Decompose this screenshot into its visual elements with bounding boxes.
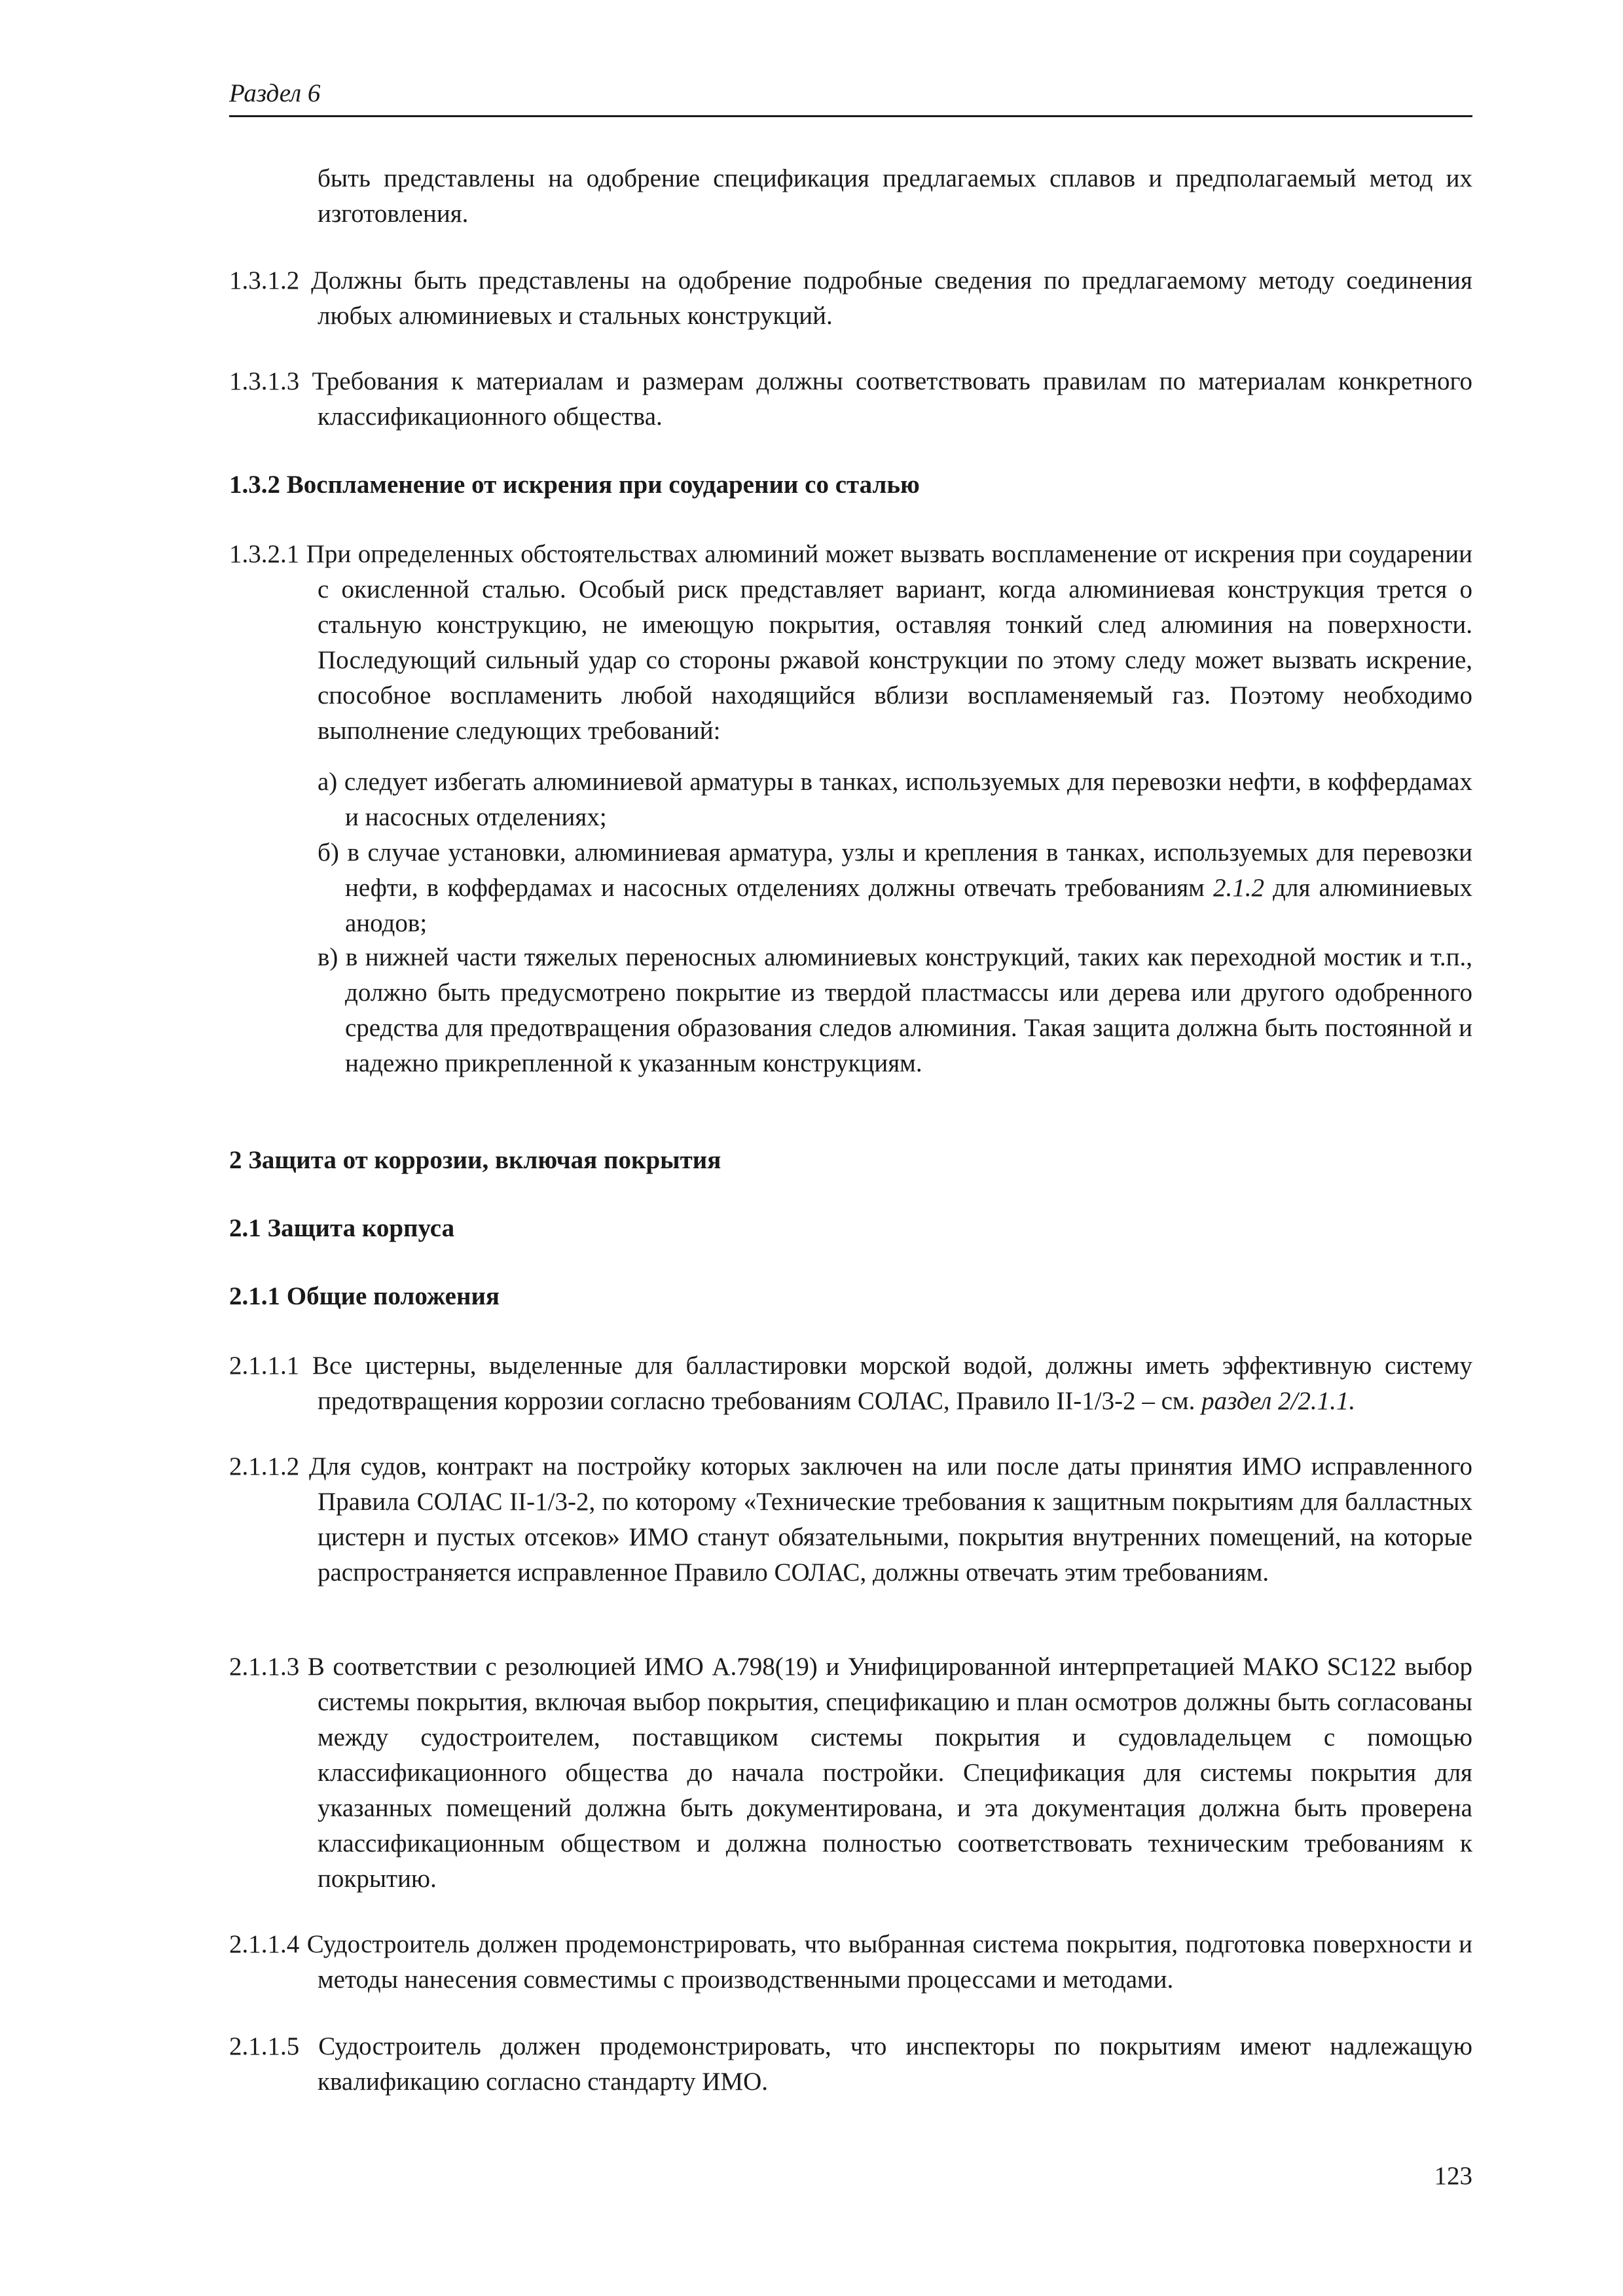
paragraph-2-1-1-3: 2.1.1.3 В соответствии с резолюцией ИМО А.798(19) и Унифицированной интерпретацией МАКО SC122 выбор системы покрытия, включая выбор покрытия, спецификацию и план осмотров должны быть согласованы между судостроителем, поставщиком системы покрытия и судовладельцем с помощью классификационного общества до начала постройки. Спецификация для системы покрытия для указанных помещений должна быть документирована, и эта документация должна быть проверена классификационным обществом и должна полностью соответствовать техническим требованиям к покрытию. <box>229 1653 1472 1893</box>
list-item-b <box>318 835 1472 941</box>
paragraph-2-1-1-5: 2.1.1.5 Судостроитель должен продемонстрировать, что инспекторы по покрытиям имеют надлежащую квалификацию согласно стандарту ИМО. <box>229 2032 1472 2096</box>
paragraph-2-1-1-1-text: 2.1.1.1 Все цистерны, выделенные для балластировки морской водой, должны иметь эффективную систему предотвращения коррозии согласно требованиям СОЛАС, Правило II-1/3-2 – см. <box>229 1352 1472 1415</box>
list-item-b-text: б) в случае установки, алюминиевая арматура, узлы и крепления в танках, используемых для перевозки нефти, в коффердамах и насосных отделениях должны отвечать требованиям <box>318 838 1472 902</box>
header-rule <box>229 115 1472 117</box>
paragraph-1-3-2-1: 1.3.2.1 При определенных обстоятельствах алюминий может вызвать воспламенение от искрения при соударении с окисленной сталью. Особый риск представляет вариант, когда алюминиевая конструкция трется о стальную конструкцию, не имеющую покрытия, оставляя тонкий след алюминия на поверхности. Последующий сильный удар со стороны ржавой конструкции по этому следу может вызвать искрение, способное воспламенить любой находящийся вблизи воспламеняемый газ. Поэтому необходимо выполнение следующих требований: <box>229 540 1472 745</box>
paragraph-2-1-1-1 <box>229 1348 1472 1419</box>
list-item-c: в) в нижней части тяжелых переносных алюминиевых конструкций, таких как переходной мостик и т.п., должно быть предусмотрено покрытие из твердой пластмассы или дерева или другого одобренного средства для предотвращения образования следов алюминия. Такая защита должна быть постоянной и надежно прикрепленной к указанным конструкциям. <box>318 943 1472 1077</box>
list-item-a: а) следует избегать алюминиевой арматуры в танках, используемых для перевозки нефти, в коффердамах и насосных отделениях; <box>318 768 1472 831</box>
paragraph-1-3-1-3: 1.3.1.3 Требования к материалам и размерам должны соответствовать правилам по материалам конкретного классификационного общества. <box>229 367 1472 431</box>
paragraph-1-3-1-2: 1.3.1.2 Должны быть представлены на одобрение подробные сведения по предлагаемому методу соединения любых алюминиевых и стальных конструкций. <box>229 266 1472 330</box>
heading-2-1: 2.1 Защита корпуса <box>229 1214 455 1242</box>
heading-1-3-2: 1.3.2 Воспламенение от искрения при соударении со сталью <box>229 471 920 499</box>
paragraph-continuation: быть представлены на одобрение спецификация предлагаемых сплавов и предполагаемый метод их изготовления. <box>318 164 1472 228</box>
page-number: 123 <box>1434 2162 1472 2190</box>
heading-2-1-1: 2.1.1 Общие положения <box>229 1282 500 1310</box>
cross-reference: раздел 2/2.1.1. <box>1201 1387 1356 1415</box>
cross-reference: 2.1.2 <box>1213 874 1264 902</box>
paragraph-2-1-1-4: 2.1.1.4 Судостроитель должен продемонстрировать, что выбранная система покрытия, подготовка поверхности и методы нанесения совместимы с производственными процессами и методами. <box>229 1930 1472 1994</box>
heading-2: 2 Защита от коррозии, включая покрытия <box>229 1146 721 1174</box>
list-item-b-tail: для алюминиевых анодов; <box>345 874 1472 937</box>
paragraph-2-1-1-2: 2.1.1.2 Для судов, контракт на постройку которых заключен на или после даты принятия ИМО исправленного Правила СОЛАС II-1/3-2, по которому «Технические требования к защитным покрытиям для балластных цистерн и пустых отсеков» ИМО станут обязательными, покрытия внутренних помещений, на которые распространяется исправленное Правило СОЛАС, должны отвечать этим требованиям. <box>229 1452 1472 1587</box>
section-header: Раздел 6 <box>229 79 321 107</box>
